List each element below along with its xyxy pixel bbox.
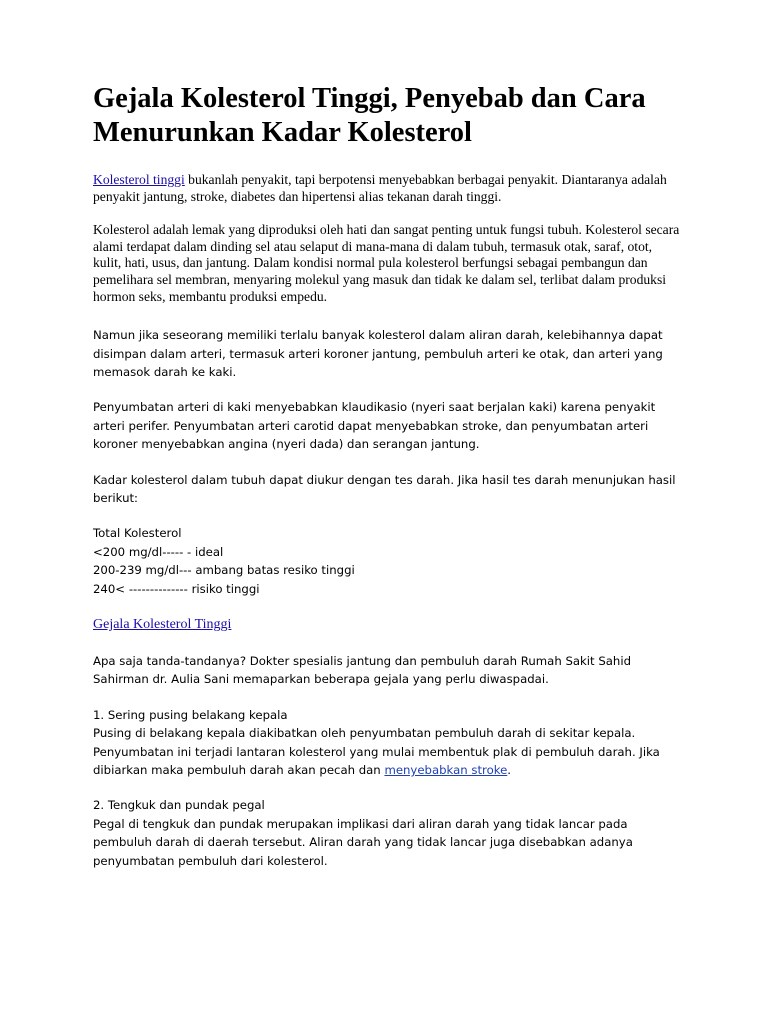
level-row: 200-239 mg/dl--- ambang batas resiko tinggi [93, 563, 355, 578]
intro-paragraph [93, 172, 683, 205]
symptom-2-heading: 2. Tengkuk dan pundak pegal [93, 798, 265, 813]
page-title: Gejala Kolesterol Tinggi, Penyebab dan Cara Menurunkan Kadar Kolesterol [93, 83, 646, 148]
intro-text: bukanlah penyakit, tapi berpotensi menyebabkan berbagai penyakit. Diantaranya adalah penyakit jantung, stroke, diabetes dan hipertensi alias tekanan darah tinggi. [93, 172, 667, 204]
symptom-1-end: . [507, 763, 512, 778]
blood-test-paragraph: Kadar kolesterol dalam tubuh dapat diukur dengan tes darah. Jika hasil tes darah menunjukan hasil berikut: [93, 472, 676, 505]
kolesterol-tinggi-link[interactable]: Kolesterol tinggi [93, 172, 185, 187]
symptom-2-text: Pegal di tengkuk dan pundak merupakan implikasi dari aliran darah yang tidak lancar pada pembuluh darah di daerah tersebut. Aliran darah yang tidak lancar juga disebabkan adanya penyumbatan pembuluh dari kolesterol. [93, 816, 633, 868]
definition-paragraph: Kolesterol adalah lemak yang diproduksi oleh hati dan sangat penting untuk fungsi tubuh. Kolesterol secara alami terdapat dalam dinding sel atau selaput di mana-mana di dalam tubuh, termasuk otak, saraf, otot, kulit, hati, usus, dan jantung. Dalam kondisi normal pula kolesterol berfungsi sebagai pembangun dan pemelihara sel membran, menyaring molekul yang masuk dan tidak ke dalam sel, terlibat dalam produksi hormon seks, membantu produksi empedu. [93, 222, 680, 304]
symptoms-intro-paragraph: Apa saja tanda-tandanya? Dokter spesialis jantung dan pembuluh darah Rumah Sakit Sahid Sahirman dr. Aulia Sani memaparkan beberapa gejala yang perlu diwaspadai. [93, 654, 632, 687]
section-heading [93, 616, 683, 634]
level-row: 240< -------------- risiko tinggi [93, 581, 260, 596]
cholesterol-levels [93, 524, 683, 598]
document-page [93, 82, 683, 870]
level-row: <200 mg/dl----- - ideal [93, 544, 224, 559]
levels-heading: Total Kolesterol [93, 526, 182, 541]
symptom-1 [93, 706, 683, 780]
symptom-1-text: Pusing di belakang kepala diakibatkan oleh penyumbatan pembuluh darah di sekitar kepala. Penyumbatan ini terjadi lantaran kolesterol yang mulai membentuk plak di pembuluh darah. Jika dibiarkan maka pembuluh darah akan pecah dan [93, 726, 660, 778]
menyebabkan-stroke-link[interactable]: menyebabkan stroke [384, 763, 508, 778]
excess-cholesterol-paragraph: Namun jika seseorang memiliki terlalu banyak kolesterol dalam aliran darah, kelebihannya dapat disimpan dalam arteri, termasuk arteri koroner jantung, pembuluh arteri ke otak, dan arteri yang memasok darah ke kaki. [93, 328, 663, 379]
gejala-kolesterol-tinggi-link[interactable]: Gejala Kolesterol Tinggi [93, 617, 232, 633]
symptom-1-heading: 1. Sering pusing belakang kepala [93, 707, 288, 722]
symptom-2 [93, 796, 683, 870]
blockage-paragraph: Penyumbatan arteri di kaki menyebabkan klaudikasio (nyeri saat berjalan kaki) karena penyakit arteri perifer. Penyumbatan arteri carotid dapat menyebabkan stroke, dan penyumbatan arteri koroner menyebabkan angina (nyeri dada) dan serangan jantung. [93, 400, 656, 452]
